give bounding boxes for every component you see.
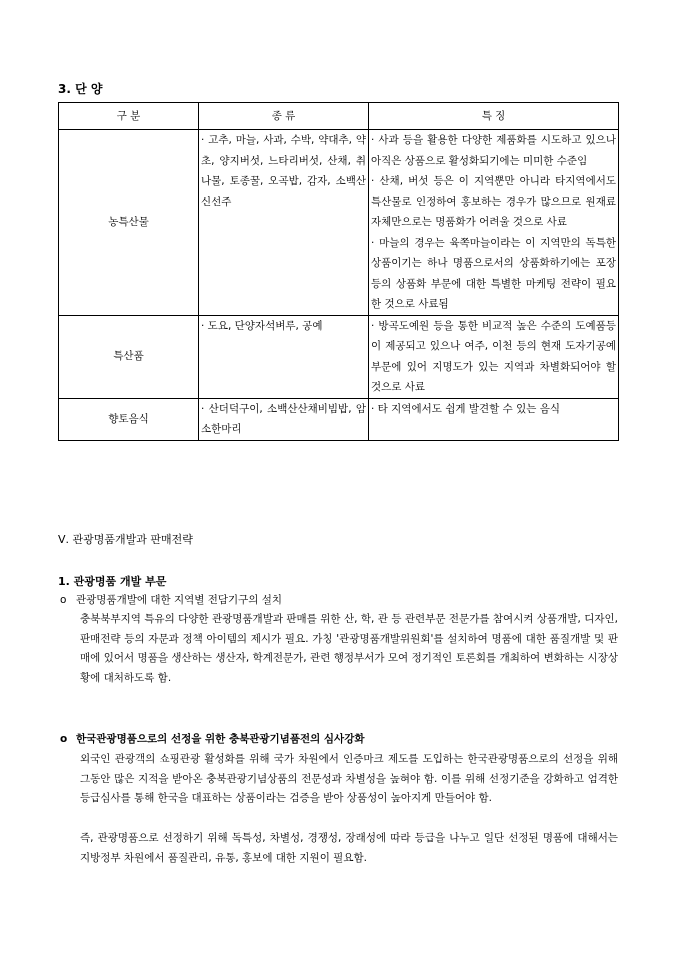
chapter-heading: Ⅴ. 관광명품개발과 판매전략 xyxy=(58,533,193,546)
row-category: 농특산물 xyxy=(59,130,199,316)
row-types: · 산더덕구이, 소백산산채비빔밥, 암소한마리 xyxy=(199,398,369,440)
header-types: 종 류 xyxy=(199,103,369,130)
bullet-title xyxy=(60,592,282,607)
paragraph xyxy=(80,829,618,868)
feature-line: · 마늘의 경우는 육쪽마늘이라는 이 지역만의 독특한 상품이기는 하나 명품으로서의 상품화하기에는 포장 등의 상품화 부문에 대한 특별한 마케팅 전략이 필요한 것으로 사료됨 xyxy=(371,236,616,310)
sub-heading: 1. 관광명품 개발 부문 xyxy=(58,575,167,588)
header-features: 특 징 xyxy=(369,103,619,130)
header-category: 구 분 xyxy=(59,103,199,130)
bullet-title-text: 관광명품개발에 대한 지역별 전담기구의 설치 xyxy=(76,594,283,606)
row-features: · 방곡도예원 등을 통한 비교적 높은 수준의 도예품등이 제공되고 있으나 여주, 이천 등의 현재 도자기공예부문에 있어 지명도가 있는 지역과 차별화되어야 할 것으로 사료 xyxy=(369,315,619,398)
bullet-marker: o xyxy=(60,594,67,606)
table-row xyxy=(59,315,619,398)
row-features xyxy=(369,130,619,316)
table-row xyxy=(59,398,619,440)
paragraph-text: 충북북부지역 특유의 다양한 관광명품개발과 판매를 위한 산, 학, 관 등 관련부문 전문가를 참여시켜 상품개발, 디자인, 판매전략 등의 자문과 정책 아이템의 제시가 필요. 가칭 '관광명품개발위원회'를 설치하여 명품에 대한 품질개발 및 판매에 있어서 명품을 생산하는 생산자, 학계전문가, 관련 행정부서가 모여 정기적인 토론회를 개최하여 변화하는 시장상황에 대처하도록 함. xyxy=(80,613,618,685)
table-row xyxy=(59,130,619,316)
section-title: 3. 단 양 xyxy=(58,82,103,96)
row-types: · 도요, 단양자석벼루, 공예 xyxy=(199,315,369,398)
row-types: · 고추, 마늘, 사과, 수박, 약대추, 약초, 양지버섯, 느타리버섯, 산채, 취나물, 토종꿀, 오곡밥, 감자, 소백산신선주 xyxy=(199,130,369,316)
bullet-marker: o xyxy=(60,733,68,745)
feature-line: · 사과 등을 활용한 다양한 제품화를 시도하고 있으나 아직은 상품으로 활성화되기에는 미미한 수준임 xyxy=(371,134,616,167)
row-category: 특산품 xyxy=(59,315,199,398)
paragraph xyxy=(80,750,618,809)
paragraph-text: 외국인 관광객의 쇼핑관광 활성화를 위해 국가 차원에서 인증마크 제도를 도입하는 한국관광명품으로의 선정을 위해 그동안 많은 지적을 받아온 충북관광기념상품의 전문성과 차별성을 높혀야 함. 이를 위해 선정기준을 강화하고 엄격한 등급심사를 통해 한국을 대표하는 상품이라는 검증을 받아 상품성이 높아지게 만들어야 함. xyxy=(80,753,618,805)
bullet-title xyxy=(60,731,364,746)
feature-line: · 산채, 버섯 등은 이 지역뿐만 아니라 타지역에서도 특산물로 인정하여 홍보하는 경우가 많으므로 원재료 자체만으로는 명품화가 어려울 것으로 사료 xyxy=(371,175,616,228)
paragraph xyxy=(80,610,618,689)
row-features: · 타 지역에서도 쉽게 발견할 수 있는 음식 xyxy=(369,398,619,440)
feature-item xyxy=(371,130,616,315)
product-table xyxy=(58,102,619,441)
row-category: 향토음식 xyxy=(59,398,199,440)
paragraph-text: 즉, 관광명품으로 선정하기 위해 독특성, 차별성, 경쟁성, 장래성에 따라 등급을 나누고 일단 선정된 명품에 대해서는 지방정부 차원에서 품질관리, 유통, 홍보에 대한 지원이 필요함. xyxy=(80,832,618,864)
table-header-row xyxy=(59,103,619,130)
bullet-title-text: 한국관광명품으로의 선정을 위한 충북관광기념품전의 심사강화 xyxy=(76,733,365,745)
